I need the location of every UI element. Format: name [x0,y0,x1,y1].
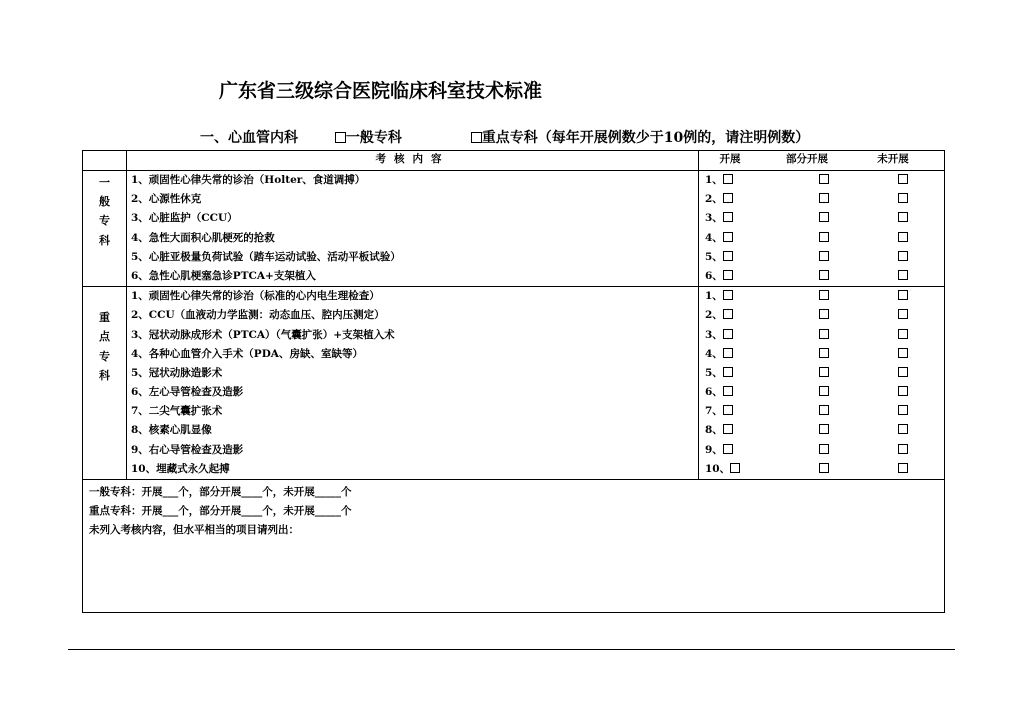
checkbox-partial[interactable] [819,444,829,454]
page-title: 广东省三级综合医院临床科室技术标准 [219,80,543,102]
mark-row: 8、 [699,421,944,440]
category-key: 重 点 专 科 [83,287,127,480]
category-general: 一 般 专 科 [83,171,127,287]
mark-row: 4、 [699,229,944,248]
mark-row: 2、 [699,306,944,325]
checkbox-not[interactable] [898,290,908,300]
items-general [127,171,699,287]
checkbox-not[interactable] [898,444,908,454]
summary-cell[interactable] [83,480,945,613]
checkbox-done[interactable] [723,348,733,358]
checkbox-partial[interactable] [819,270,829,280]
key-option[interactable] [471,127,809,147]
checkbox-not[interactable] [898,367,908,377]
header-done: 开展 [719,153,741,165]
checkbox-done[interactable] [723,232,733,242]
checkbox[interactable] [335,132,346,143]
mark-row: 2、 [699,190,944,209]
checkbox-not[interactable] [898,405,908,415]
list-item: 3、冠状动脉成形术（PTCA）（气囊扩张）+支架植入术 [131,328,395,341]
checkbox-done[interactable] [723,405,733,415]
items-key [127,287,699,480]
checkbox-partial[interactable] [819,329,829,339]
checkbox-not[interactable] [898,348,908,358]
checkbox-done[interactable] [723,309,733,319]
summary-row [83,480,945,613]
table-header [83,151,945,171]
checkbox-partial[interactable] [819,367,829,377]
general-option-label: 一般专科 [345,130,402,146]
list-item: 7、二尖气囊扩张术 [131,405,223,418]
list-item: 4、急性大面积心肌梗死的抢救 [131,231,275,244]
checkbox-partial[interactable] [819,193,829,203]
checkbox-not[interactable] [898,212,908,222]
mark-row: 6、 [699,383,944,402]
checkbox-done[interactable] [723,424,733,434]
mark-row: 5、 [699,364,944,383]
list-item: 5、冠状动脉造影术 [131,366,223,379]
checkbox-done[interactable] [723,290,733,300]
checkbox-not[interactable] [898,251,908,261]
marks-key [699,287,945,480]
summary-key: 重点专科：开展___个，部分开展____个，未开展_____个 [89,505,352,517]
checkbox-partial[interactable] [819,290,829,300]
list-item: 3、心脏监护（CCU） [131,212,238,225]
checkbox-partial[interactable] [819,348,829,358]
list-item: 1、顽固性心律失常的诊治（标准的心内电生理检查） [131,290,380,303]
mark-row: 5、 [699,248,944,267]
checkbox-not[interactable] [898,329,908,339]
list-item: 2、CCU（血液动力学监测：动态血压、腔内压测定） [131,309,385,322]
checkbox-done[interactable] [723,367,733,377]
list-item: 5、心脏亚极量负荷试验（踏车运动试验、活动平板试验） [131,250,401,263]
key-option-label: 重点专科（每年开展例数少于10例的，请注明例数） [481,130,810,146]
summary-general: 一般专科：开展___个，部分开展____个，未开展_____个 [89,486,352,498]
checkbox-not[interactable] [898,386,908,396]
list-item: 4、各种心血管介入手术（PDA、房缺、室缺等） [131,347,363,360]
checkbox-done[interactable] [723,174,733,184]
checkbox-done[interactable] [723,270,733,280]
group-key [83,287,945,480]
list-item: 9、右心导管检查及造影 [131,443,244,456]
subtitle-row [200,127,809,147]
checkbox-partial[interactable] [819,463,829,473]
marks-general [699,171,945,287]
mark-row: 10、 [699,460,944,479]
checkbox-partial[interactable] [819,251,829,261]
summary-other: 未列入考核内容，但水平相当的项目请列出： [89,524,299,536]
checkbox-not[interactable] [898,424,908,434]
checkbox-done[interactable] [723,329,733,339]
checkbox-done[interactable] [723,444,733,454]
mark-row: 6、 [699,267,944,286]
checkbox-not[interactable] [898,309,908,319]
checkbox-done[interactable] [730,463,740,473]
checkbox-partial[interactable] [819,232,829,242]
mark-row: 1、 [699,287,944,306]
checkbox-done[interactable] [723,386,733,396]
mark-row: 4、 [699,345,944,364]
mark-row: 3、 [699,326,944,345]
mark-row: 7、 [699,402,944,421]
list-item: 6、左心导管检查及造影 [131,386,244,399]
checkbox-partial[interactable] [819,424,829,434]
list-item: 10、埋藏式永久起搏 [131,462,230,475]
list-item: 8、核素心肌显像 [131,424,212,437]
checkbox-not[interactable] [898,463,908,473]
section-title: 一、心血管内科 [200,130,298,146]
list-item: 2、心源性休克 [131,193,202,206]
checkbox-partial[interactable] [819,386,829,396]
checkbox-done[interactable] [723,251,733,261]
checkbox-not[interactable] [898,174,908,184]
header-partial: 部分开展 [786,153,828,165]
checkbox-done[interactable] [723,193,733,203]
checkbox-not[interactable] [898,193,908,203]
header-blank [83,151,127,171]
checkbox-partial[interactable] [819,212,829,222]
group-general [83,171,945,287]
checkbox-done[interactable] [723,212,733,222]
list-item: 6、急性心肌梗塞急诊PTCA+支架植入 [131,269,316,282]
checkbox-partial[interactable] [819,174,829,184]
checkbox-not[interactable] [898,270,908,280]
checkbox-not[interactable] [898,232,908,242]
mark-row: 9、 [699,441,944,460]
checkbox[interactable] [471,132,482,143]
general-option[interactable] [335,127,402,147]
header-not: 未开展 [877,153,909,165]
mark-row: 1、 [699,171,944,190]
mark-row: 3、 [699,209,944,228]
checkbox-partial[interactable] [819,309,829,319]
list-item: 1、顽固性心律失常的诊治（Holter、食道调搏） [131,174,366,186]
assessment-table [82,150,945,613]
bottom-divider [68,649,955,650]
header-content: 考核内容 [127,151,699,171]
checkbox-partial[interactable] [819,405,829,415]
